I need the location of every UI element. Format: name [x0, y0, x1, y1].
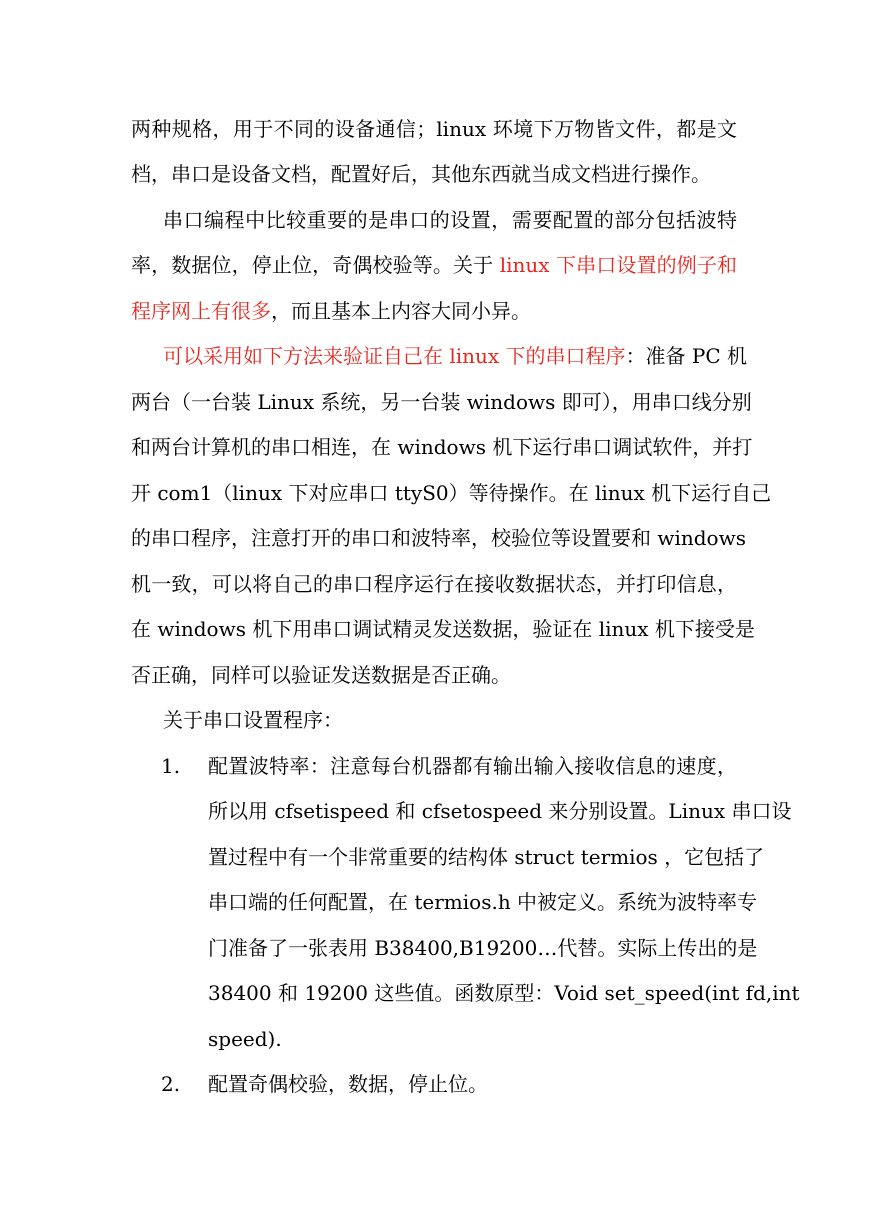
- paragraph-3-line-3: 和两台计算机的串口相连，在 windows 机下运行串口调试软件，并打: [131, 435, 753, 459]
- paragraph-3-line-7: 在 windows 机下用串口调试精灵发送数据，验证在 linux 机下接受是: [131, 617, 755, 641]
- paragraph-3-line-1-plain: ：准备 PC 机: [625, 344, 748, 368]
- list-item-1-line-7: speed).: [208, 1027, 282, 1051]
- list-item-1-line-4: 串口端的任何配置，在 termios.h 中被定义。系统为波特率专: [208, 890, 758, 914]
- paragraph-3-line-8: 否正确，同样可以验证发送数据是否正确。: [131, 663, 511, 687]
- paragraph-3-line-4: 开 com1（linux 下对应串口 ttyS0）等待操作。在 linux 机下运行自己: [131, 481, 772, 505]
- paragraph-2-line-3-highlight: 程序网上有很多: [131, 299, 271, 323]
- paragraph-3-line-1: [163, 341, 748, 371]
- list-item-1-line-3: 置过程中有一个非常重要的结构体 struct termios ，它包括了: [208, 845, 765, 869]
- paragraph-3-line-2: 两台（一台装 Linux 系统，另一台装 windows 即可），用串口线分别: [131, 390, 752, 414]
- paragraph-2-line-3: [131, 296, 737, 326]
- paragraph-1-line-2: 档，串口是设备文档，配置好后，其他东西就当成文档进行操作。: [131, 162, 711, 186]
- paragraph-3-line-6: 机一致，可以将自己的串口程序运行在接收数据状态，并打印信息，: [131, 572, 737, 596]
- list-item-1-line-2: 所以用 cfsetispeed 和 cfsetospeed 来分别设置。Linux 串口设: [208, 799, 792, 823]
- list-item-2-number: 2.: [161, 1072, 181, 1096]
- list-item-1-line-1: 配置波特率：注意每台机器都有输出输入接收信息的速度，: [208, 754, 737, 778]
- paragraph-2-line-3-plain: ，而且基本上内容大同小异。: [271, 299, 531, 323]
- paragraph-2-line-2-plain: 率，数据位，停止位，奇偶校验等。关于: [131, 253, 500, 277]
- paragraph-1-line-1: 两种规格，用于不同的设备通信；linux 环境下万物皆文件，都是文: [131, 117, 737, 141]
- list-item-1-line-6: 38400 和 19200 这些值。函数原型：Void set_speed(int fd,int: [208, 981, 800, 1005]
- list-item-1-number: 1.: [161, 754, 181, 778]
- paragraph-2-line-2-highlight: linux 下串口设置的例子和: [499, 253, 737, 277]
- paragraph-3-line-5: 的串口程序，注意打开的串口和波特率，校验位等设置要和 windows: [131, 526, 746, 550]
- list-item-1-line-5: 门准备了一张表用 B38400,B19200…代替。实际上传出的是: [208, 936, 758, 960]
- section-title: 关于串口设置程序：: [163, 708, 343, 732]
- paragraph-3-line-1-highlight: 可以采用如下方法来验证自己在 linux 下的串口程序: [163, 344, 626, 368]
- paragraph-2-line-1: 串口编程中比较重要的是串口的设置，需要配置的部分包括波特: [163, 208, 737, 232]
- list-item-2-line-1: 配置奇偶校验，数据，停止位。: [208, 1072, 488, 1096]
- paragraph-2-line-2: [131, 250, 737, 280]
